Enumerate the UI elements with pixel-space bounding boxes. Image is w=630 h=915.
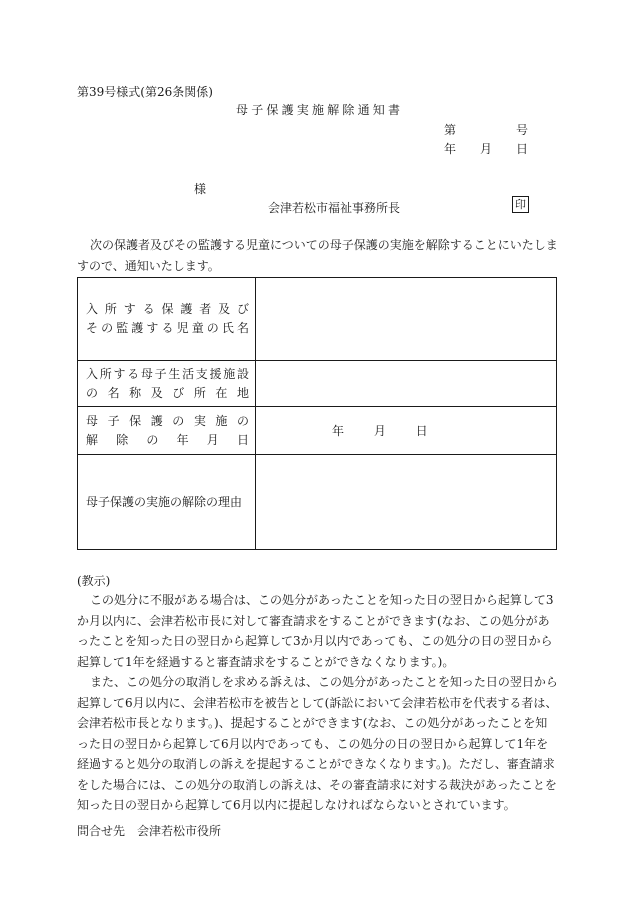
table-row <box>78 361 557 407</box>
row-label <box>78 278 256 361</box>
number-suffix: 号 <box>516 123 529 137</box>
release-day: 日 <box>415 424 428 438</box>
intro-text: 次の保護者及びその監護する児童についての母子保護の実施を解除することにいたしますので、通知いたします。 <box>77 238 558 273</box>
release-reason-field[interactable] <box>256 455 557 550</box>
date-month: 月 <box>480 142 493 156</box>
label-line: その監護する児童の氏名 <box>86 321 249 335</box>
date-year: 年 <box>444 142 457 156</box>
contact-line: 問合せ先 会津若松市役所 <box>77 824 222 838</box>
guardian-child-name-field[interactable] <box>256 278 557 361</box>
notice-paragraph: この処分に不服がある場合は、この処分があったことを知った日の翌日から起算して3か月以内に、会津若松市長に対して審査請求をすることができます(なお、この処分があったことを知った日の翌日から起算して3か月以内であっても、この処分の日の翌日から起算して1年を経過すると審査請求をすることができなくなります。)。 <box>77 593 554 669</box>
issue-date-line <box>444 140 528 159</box>
label-line: 入所する母子生活支援施設 <box>86 366 249 381</box>
facility-name-address-field[interactable] <box>256 361 557 407</box>
number-prefix: 第 <box>444 123 457 137</box>
release-date-value <box>256 422 556 439</box>
label-line: 入所する保護者及び <box>86 302 249 316</box>
release-year: 年 <box>332 424 345 438</box>
row-label <box>78 455 256 550</box>
table-row <box>78 407 557 455</box>
label-line: 解除の年月日 <box>86 432 249 447</box>
row-label <box>78 361 256 407</box>
document-title: 母子保護実施解除通知書 <box>236 103 404 117</box>
row-label <box>78 407 256 455</box>
sender-name: 会津若松市福祉事務所長 <box>268 201 401 215</box>
number-date-block <box>444 121 528 159</box>
document-number-line <box>444 121 528 140</box>
label-line: 母子保護の実施の <box>86 413 249 428</box>
addressee-suffix: 様 <box>194 182 207 196</box>
release-month: 月 <box>373 424 386 438</box>
notice-paragraph: また、この処分の取消しを求める訴えは、この処分があったことを知った日の翌日から起算して6月以内に、会津若松市を被告として(訴訟において会津若松市を代表する者は、会津若松市長となります。)、提起することができます(なお、この処分があったことを知った日の翌日から起算して6月以内であっても、この処分の日の翌日から起算して1年を経過すると処分の取消しの訴えを提起することができなくなります。)。ただし、審査請求をした場合には、この処分の取消しの訴えは、その審査請求に対する裁決があったことを知った日の翌日から起算して6月以内に提起しなければならないとされています。 <box>77 675 558 812</box>
seal-mark: 印 <box>512 196 529 213</box>
notice-body <box>77 590 559 816</box>
info-table <box>77 277 557 550</box>
table-row <box>78 455 557 550</box>
form-number: 第39号様式(第26条関係) <box>77 85 213 99</box>
table-row <box>78 278 557 361</box>
label-line: の名称及び所在地 <box>86 385 249 400</box>
notice-heading: (教示) <box>77 574 111 588</box>
label-line: 母子保護の実施の解除の理由 <box>86 494 243 509</box>
date-day: 日 <box>516 142 529 156</box>
release-date-field[interactable] <box>256 407 557 455</box>
